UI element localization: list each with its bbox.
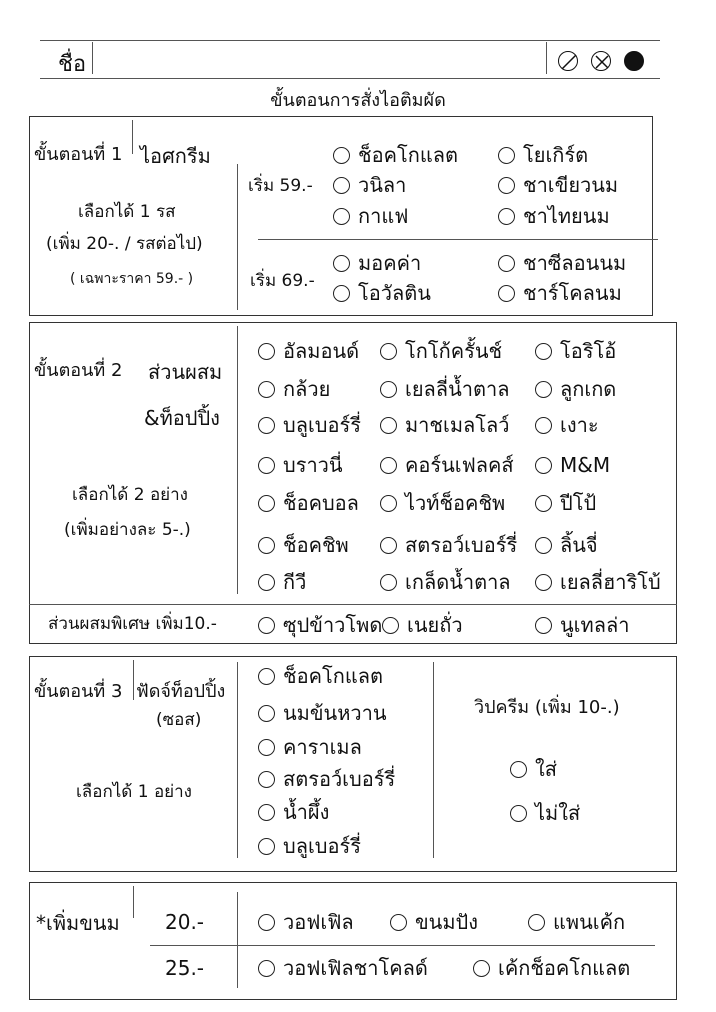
radio-icon <box>258 668 275 685</box>
flavor-label: โยเกิร์ต <box>523 143 589 167</box>
mix-option[interactable] <box>535 415 599 435</box>
snack-label: ขนมปัง <box>415 910 478 934</box>
whip-label: ใส่ <box>535 757 557 781</box>
radio-icon <box>473 960 490 977</box>
header-bottom-line <box>40 78 660 79</box>
radio-icon <box>380 537 397 554</box>
snack-option[interactable] <box>390 912 478 932</box>
mix-option[interactable] <box>380 415 510 435</box>
radio-icon <box>510 761 527 778</box>
mix-label: โกโก้ครั้นช์ <box>405 339 503 363</box>
sauce-option[interactable] <box>258 666 383 686</box>
flavor-option[interactable] <box>498 145 588 165</box>
mix-option[interactable] <box>535 379 616 399</box>
mix-label: สตรอว์เบอร์รี่ <box>405 533 518 557</box>
step1-extra-note: (เพิ่ม 20-. / รสต่อไป) <box>46 234 203 254</box>
radio-icon <box>258 457 275 474</box>
sauce-label: น้ำผึ้ง <box>283 800 330 824</box>
special-label: ซุปข้าวโพด <box>283 613 383 637</box>
special-label: เนยถั่ว <box>407 613 463 637</box>
step2-category: ส่วนผสม <box>148 360 223 384</box>
mix-option[interactable] <box>258 493 359 513</box>
flavor-option[interactable] <box>333 175 406 195</box>
sauce-option[interactable] <box>258 769 395 789</box>
snack-label: วอฟเฟิล <box>283 910 354 934</box>
extra-col-divider <box>237 892 238 988</box>
empty-circle-slash-icon <box>558 51 578 71</box>
step3-category-sub: (ซอส) <box>156 710 202 730</box>
radio-icon <box>258 381 275 398</box>
radio-icon <box>535 457 552 474</box>
step1-price-start-1: เริ่ม 59.- <box>248 176 313 196</box>
flavor-label: ชาไทยนม <box>523 204 610 228</box>
mix-option[interactable] <box>535 572 661 592</box>
sauce-label: สตรอว์เบอร์รี่ <box>283 767 396 791</box>
mix-label: ลูกเกด <box>560 377 617 401</box>
flavor-option[interactable] <box>498 175 618 195</box>
flavor-option[interactable] <box>333 145 458 165</box>
mix-label: มาชเมลโลว์ <box>405 413 510 437</box>
flavor-option[interactable] <box>498 206 610 226</box>
special-option[interactable] <box>382 615 463 635</box>
name-field[interactable] <box>96 44 542 76</box>
step1-col-divider <box>237 164 238 310</box>
radio-icon <box>333 208 350 225</box>
step1-choose-note: เลือกได้ 1 รส <box>78 202 176 222</box>
sauce-label: นมข้นหวาน <box>283 701 387 725</box>
snack-label: แพนเค้ก <box>553 910 626 934</box>
mix-label: ช็อคบอล <box>283 491 359 515</box>
mix-option[interactable] <box>258 341 359 361</box>
flavor-label: ชาร์โคลนม <box>523 281 622 305</box>
radio-icon <box>498 255 515 272</box>
special-label: นูเทลล่า <box>560 613 630 637</box>
step3-heading-divider <box>133 660 134 700</box>
radio-icon <box>258 343 275 360</box>
step2-box <box>29 322 677 644</box>
radio-icon <box>535 617 552 634</box>
header-top-line <box>40 40 660 41</box>
mix-option[interactable] <box>380 493 505 513</box>
radio-icon <box>258 617 275 634</box>
extra-heading-divider <box>133 886 134 918</box>
mix-label: อัลมอนด์ <box>283 339 360 363</box>
radio-icon <box>258 495 275 512</box>
whip-label: ไม่ใส่ <box>535 801 581 825</box>
radio-icon <box>382 617 399 634</box>
radio-icon <box>258 838 275 855</box>
mix-label: คอร์นเฟลคส์ <box>405 453 514 477</box>
circle-x-icon <box>591 51 611 71</box>
step2-extra-note: (เพิ่มอย่างละ 5-.) <box>64 520 191 540</box>
snack-option[interactable] <box>258 958 428 978</box>
extra-price-2: 25.- <box>165 956 205 980</box>
radio-icon <box>258 914 275 931</box>
snack-option[interactable] <box>258 912 354 932</box>
snack-label: วอฟเฟิลชาโคลด์ <box>283 956 428 980</box>
special-mix-label: ส่วนผสมพิเศษ เพิ่ม10.- <box>48 614 217 634</box>
mix-label: กีวี <box>283 570 307 594</box>
sauce-label: คาราเมล <box>283 735 362 759</box>
whip-option[interactable] <box>510 803 580 823</box>
mix-option[interactable] <box>380 535 517 555</box>
step3-category: ฟัดจ์ท็อปปิ้ง <box>136 681 226 702</box>
mix-label: M&M <box>560 453 611 477</box>
step3-choose-note: เลือกได้ 1 อย่าง <box>76 782 192 802</box>
mix-label: กล้วย <box>283 377 331 401</box>
step3-heading: ขั้นตอนที่ 3 <box>34 681 123 702</box>
mix-option[interactable] <box>258 455 343 475</box>
mix-label: เงาะ <box>560 413 599 437</box>
special-option[interactable] <box>535 615 629 635</box>
flavor-label: ชาเขียวนม <box>523 173 619 197</box>
radio-icon <box>333 177 350 194</box>
radio-icon <box>380 495 397 512</box>
extra-price-1: 20.- <box>165 910 205 934</box>
radio-icon <box>258 537 275 554</box>
radio-icon <box>510 805 527 822</box>
step2-category-2: &ท็อปปิ้ง <box>144 406 220 430</box>
extra-box <box>29 882 677 1000</box>
sauce-option[interactable] <box>258 737 362 757</box>
step1-group-divider <box>258 239 658 240</box>
step2-heading: ขั้นตอนที่ 2 <box>34 360 123 381</box>
snack-label: เค้กช็อคโกแลต <box>498 956 631 980</box>
mix-label: บราวนี่ <box>283 453 343 477</box>
sauce-option[interactable] <box>258 836 361 856</box>
special-option[interactable] <box>258 615 382 635</box>
radio-icon <box>498 177 515 194</box>
step3-col-divider-left <box>237 662 238 858</box>
radio-icon <box>380 381 397 398</box>
mix-option[interactable] <box>380 341 502 361</box>
step2-col-divider <box>237 326 238 594</box>
flavor-label: วนิลา <box>358 173 407 197</box>
whip-cream-label: วิปครีม (เพิ่ม 10-.) <box>474 697 620 718</box>
radio-icon <box>535 574 552 591</box>
radio-icon <box>535 495 552 512</box>
mix-option[interactable] <box>535 493 596 513</box>
mix-label: ช็อคชิพ <box>283 533 349 557</box>
mix-label: บลูเบอร์รี่ <box>283 413 361 437</box>
radio-icon <box>380 457 397 474</box>
radio-icon <box>535 537 552 554</box>
mix-option[interactable] <box>258 572 306 592</box>
step1-category: ไอศกรีม <box>140 144 211 168</box>
radio-icon <box>258 739 275 756</box>
flavor-label: กาแฟ <box>358 204 409 228</box>
radio-icon <box>380 574 397 591</box>
mix-label: เยลลี่น้ำตาล <box>405 377 510 401</box>
mix-label: ลิ้นจี่ <box>560 533 598 557</box>
name-label: ชื่อ <box>58 52 87 77</box>
mix-option[interactable] <box>380 572 511 592</box>
step2-special-divider <box>29 604 677 605</box>
flavor-label: ช็อคโกแลต <box>358 143 458 167</box>
radio-icon <box>333 147 350 164</box>
radio-icon <box>333 285 350 302</box>
radio-icon <box>535 417 552 434</box>
flavor-option[interactable] <box>333 283 431 303</box>
step1-heading-divider <box>132 120 133 154</box>
radio-icon <box>528 914 545 931</box>
mix-label: ไวท์ช็อคชิพ <box>405 491 506 515</box>
mix-option[interactable] <box>258 379 330 399</box>
mix-option[interactable] <box>258 415 361 435</box>
sauce-option[interactable] <box>258 703 387 723</box>
flavor-label: ชาซีลอนนม <box>523 251 627 275</box>
mix-label: เยลลี่ฮาริโบ้ <box>560 570 661 594</box>
radio-icon <box>258 804 275 821</box>
mix-option[interactable] <box>258 535 349 555</box>
radio-icon <box>380 417 397 434</box>
step3-col-divider-right <box>433 662 434 858</box>
mix-option[interactable] <box>535 455 610 475</box>
sauce-option[interactable] <box>258 802 329 822</box>
header-divider-left <box>92 42 93 74</box>
header-divider-right <box>546 42 547 74</box>
radio-icon <box>498 208 515 225</box>
flavor-option[interactable] <box>498 253 626 273</box>
radio-icon <box>258 417 275 434</box>
radio-icon <box>258 705 275 722</box>
step1-price-start-2: เริ่ม 69.- <box>250 271 315 291</box>
whip-option[interactable] <box>510 759 557 779</box>
mix-label: เกล็ดน้ำตาล <box>405 570 511 594</box>
mix-option[interactable] <box>535 341 616 361</box>
radio-icon <box>535 381 552 398</box>
snack-option[interactable] <box>528 912 625 932</box>
radio-icon <box>390 914 407 931</box>
mix-label: โอริโอ้ <box>560 339 617 363</box>
radio-icon <box>258 771 275 788</box>
flavor-label: มอคค่า <box>358 251 422 275</box>
mix-label: ปีโป้ <box>560 491 597 515</box>
radio-icon <box>258 574 275 591</box>
radio-icon <box>380 343 397 360</box>
snack-option[interactable] <box>473 958 630 978</box>
sauce-label: ช็อคโกแลต <box>283 664 383 688</box>
flavor-option[interactable] <box>498 283 622 303</box>
radio-icon <box>498 147 515 164</box>
flavor-label: โอวัลติน <box>358 281 431 305</box>
radio-icon <box>498 285 515 302</box>
page-title: ขั้นตอนการสั่งไอติมผัด <box>270 90 446 111</box>
flavor-option[interactable] <box>333 253 421 273</box>
step2-choose-note: เลือกได้ 2 อย่าง <box>72 485 188 505</box>
flavor-option[interactable] <box>333 206 408 226</box>
step1-heading: ขั้นตอนที่ 1 <box>34 144 123 165</box>
filled-circle-icon <box>624 51 644 71</box>
step1-price-note: ( เฉพาะราคา 59.- ) <box>70 271 194 287</box>
radio-icon <box>333 255 350 272</box>
extra-label: *เพิ่มขนม <box>36 911 120 935</box>
sauce-label: บลูเบอร์รี่ <box>283 834 361 858</box>
mix-option[interactable] <box>380 455 514 475</box>
radio-icon <box>258 960 275 977</box>
mix-option[interactable] <box>380 379 509 399</box>
mix-option[interactable] <box>535 535 598 555</box>
radio-icon <box>535 343 552 360</box>
extra-row-divider <box>150 945 655 946</box>
